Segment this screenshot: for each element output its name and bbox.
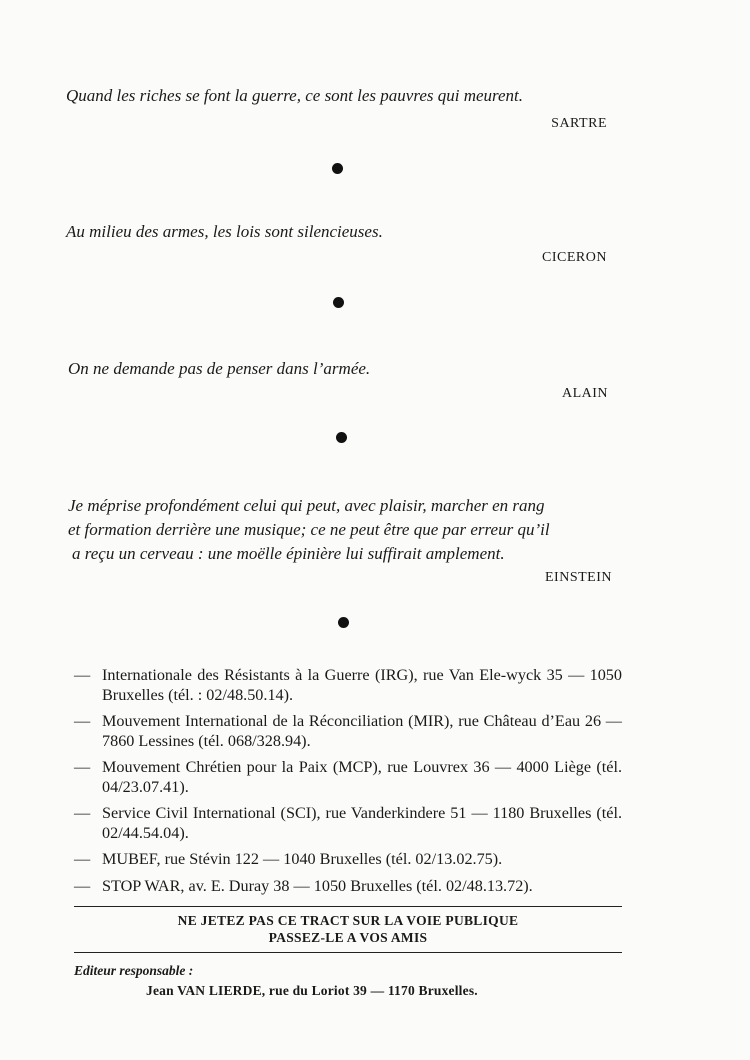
- organization-text: Mouvement International de la Réconciliation (MIR), rue Château d’Eau 26 — 7860 Lessines (tél. 068/328.94).: [102, 712, 622, 750]
- separator-dot: [338, 617, 349, 628]
- list-dash: —: [74, 804, 91, 822]
- quote-einstein-line-3: a reçu un cerveau : une moëlle épinière lui suffirait amplement.: [72, 544, 505, 563]
- list-item: [74, 712, 622, 751]
- list-item: [74, 804, 622, 843]
- notice-line-1: NE JETEZ PAS CE TRACT SUR LA VOIE PUBLIQUE: [177, 913, 519, 928]
- bottom-divider: [74, 952, 622, 953]
- list-dash: —: [74, 876, 91, 895]
- notice-line-2: PASSEZ-LE A VOS AMIS: [268, 930, 428, 945]
- list-dash: —: [74, 758, 91, 776]
- quote-einstein-line-1: Je méprise profondément celui qui peut, avec plaisir, marcher en rang: [68, 496, 545, 515]
- quote-alain-author: ALAIN: [561, 386, 608, 401]
- organization-text: Service Civil International (SCI), rue Vanderkindere 51 — 1180 Bruxelles (tél. 02/44.54.04).: [102, 804, 622, 842]
- list-item: [74, 666, 622, 705]
- quote-einstein-line-2: et formation derrière une musique; ce ne peut être que par erreur qu’il: [68, 520, 550, 539]
- quote-alain-text: On ne demande pas de penser dans l’armée.: [68, 359, 371, 378]
- quote-ciceron-author: CICERON: [542, 250, 607, 265]
- list-item: [74, 877, 622, 897]
- list-item: [74, 850, 622, 870]
- list-item: [74, 758, 622, 797]
- organization-text: STOP WAR, av. E. Duray 38 — 1050 Bruxelles (tél. 02/48.13.72).: [102, 876, 533, 895]
- list-dash: —: [74, 666, 91, 684]
- quote-ciceron-text: Au milieu des armes, les lois sont silencieuses.: [66, 222, 383, 241]
- list-dash: —: [74, 850, 91, 868]
- separator-dot: [336, 432, 347, 443]
- quote-sartre-author: SARTRE: [551, 116, 607, 131]
- top-divider: [74, 906, 622, 907]
- separator-dot: [333, 297, 344, 308]
- organization-text: Internationale des Résistants à la Guerre (IRG), rue Van Ele-wyck 35 — 1050 Bruxelles (tél. : 02/48.50.14).: [102, 666, 622, 704]
- list-dash: —: [74, 712, 91, 730]
- quote-sartre-text: Quand les riches se font la guerre, ce sont les pauvres qui meurent.: [66, 86, 524, 105]
- notice-block: [74, 912, 622, 946]
- organization-text: MUBEF, rue Stévin 122 — 1040 Bruxelles (tél. 02/13.02.75).: [102, 850, 503, 868]
- organization-text: Mouvement Chrétien pour la Paix (MCP), rue Louvrex 36 — 4000 Liège (tél. 04/23.07.41).: [102, 758, 622, 796]
- organizations-list: [74, 666, 622, 903]
- separator-dot: [332, 163, 343, 174]
- quote-einstein-author: EINSTEIN: [545, 570, 612, 585]
- editor-label: Editeur responsable :: [74, 963, 194, 978]
- editor-name: Jean VAN LIERDE, rue du Loriot 39 — 1170 Bruxelles.: [146, 983, 478, 998]
